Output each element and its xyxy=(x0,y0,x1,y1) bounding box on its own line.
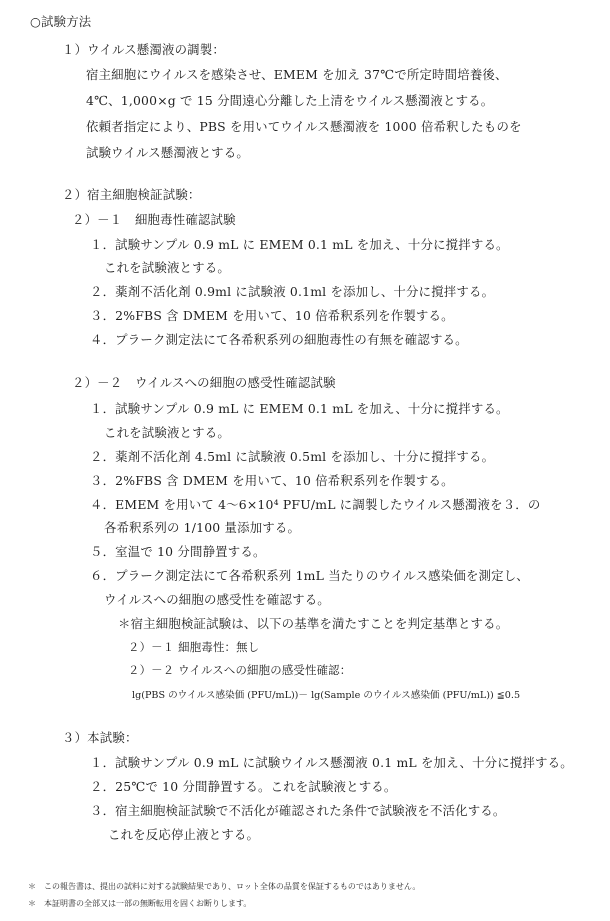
step-line: ２．薬剤不活化剤 0.9ml に試験液 0.1ml を添加し、十分に撹拌する。 xyxy=(90,284,495,299)
criteria-item: ２）－１ 細胞毒性：無し xyxy=(128,640,260,654)
step-line: 各希釈系列の 1/100 量添加する。 xyxy=(104,520,301,535)
subsection-2-2-title: ２）－２ ウイルスへの細胞の感受性確認試験 xyxy=(72,375,336,390)
step-line: ４．プラーク測定法にて各希釈系列の細胞毒性の有無を確認する。 xyxy=(90,332,468,347)
step-line: ６．プラーク測定法にて各希釈系列 1mL 当たりのウイルス感染価を測定し、 xyxy=(90,568,529,583)
step-line: ３．2%FBS 含 DMEM を用いて、10 倍希釈系列を作製する。 xyxy=(90,308,454,323)
step-line: １．試験サンプル 0.9 mL に試験ウイルス懸濁液 0.1 mL を加え、十分に撹拌する。 xyxy=(90,755,573,770)
step-line: １．試験サンプル 0.9 mL に EMEM 0.1 mL を加え、十分に撹拌する。 xyxy=(90,401,509,416)
step-line: １．試験サンプル 0.9 mL に EMEM 0.1 mL を加え、十分に撹拌する。 xyxy=(90,237,509,252)
criteria-formula: lg(PBS のウイルス感染価 (PFU/mL))－ lg(Sample のウイルス感染価 (PFU/mL)) ≦0.5 xyxy=(132,690,521,701)
section-2-title: ２）宿主細胞検証試験： xyxy=(62,187,201,202)
text-line: 試験ウイルス懸濁液とする。 xyxy=(86,145,249,160)
step-line: ５．室温で 10 分間静置する。 xyxy=(90,544,266,559)
footnote: ＊ 本証明書の全部又は一部の無断転用を固くお断りします。 xyxy=(28,899,252,908)
section-heading: ○試験方法 xyxy=(30,14,92,29)
step-line: ３．2%FBS 含 DMEM を用いて、10 倍希釈系列を作製する。 xyxy=(90,473,454,488)
step-line: これを反応停止液とする。 xyxy=(108,827,260,842)
criteria-intro: ＊宿主細胞検証試験は、以下の基準を満たすことを判定基準とする。 xyxy=(118,616,509,631)
section-1-title: １）ウイルス懸濁液の調製： xyxy=(62,42,225,57)
step-line: ４．EMEM を用いて 4～6×10⁴ PFU/mL に調製したウイルス懸濁液を３．の xyxy=(90,497,541,512)
footnote: ＊ この報告書は、提出の試料に対する試験結果であり、ロット全体の品質を保証するものではありません。 xyxy=(28,882,421,891)
criteria-item: ２）－２ ウイルスへの細胞の感受性確認： xyxy=(128,663,352,677)
step-line: ３．宿主細胞検証試験で不活化が確認された条件で試験液を不活化する。 xyxy=(90,803,506,818)
step-line: ウイルスへの細胞の感受性を確認する。 xyxy=(104,592,330,607)
text-line: 宿主細胞にウイルスを感染させ、EMEM を加え 37℃で所定時間培養後、 xyxy=(86,67,508,82)
section-3-title: ３）本試験： xyxy=(62,730,138,745)
step-line: ２．25℃で 10 分間静置する。これを試験液とする。 xyxy=(90,779,397,794)
text-line: 依頼者指定により、PBS を用いてウイルス懸濁液を 1000 倍希釈したものを xyxy=(86,119,522,134)
text-line: 4℃、1,000×g で 15 分間遠心分離した上清をウイルス懸濁液とする。 xyxy=(86,93,494,108)
subsection-2-1-title: ２）－１ 細胞毒性確認試験 xyxy=(72,212,236,227)
step-line: ２．薬剤不活化剤 4.5ml に試験液 0.5ml を添加し、十分に撹拌する。 xyxy=(90,449,495,464)
step-line: これを試験液とする。 xyxy=(104,425,230,440)
step-line: これを試験液とする。 xyxy=(104,260,230,275)
